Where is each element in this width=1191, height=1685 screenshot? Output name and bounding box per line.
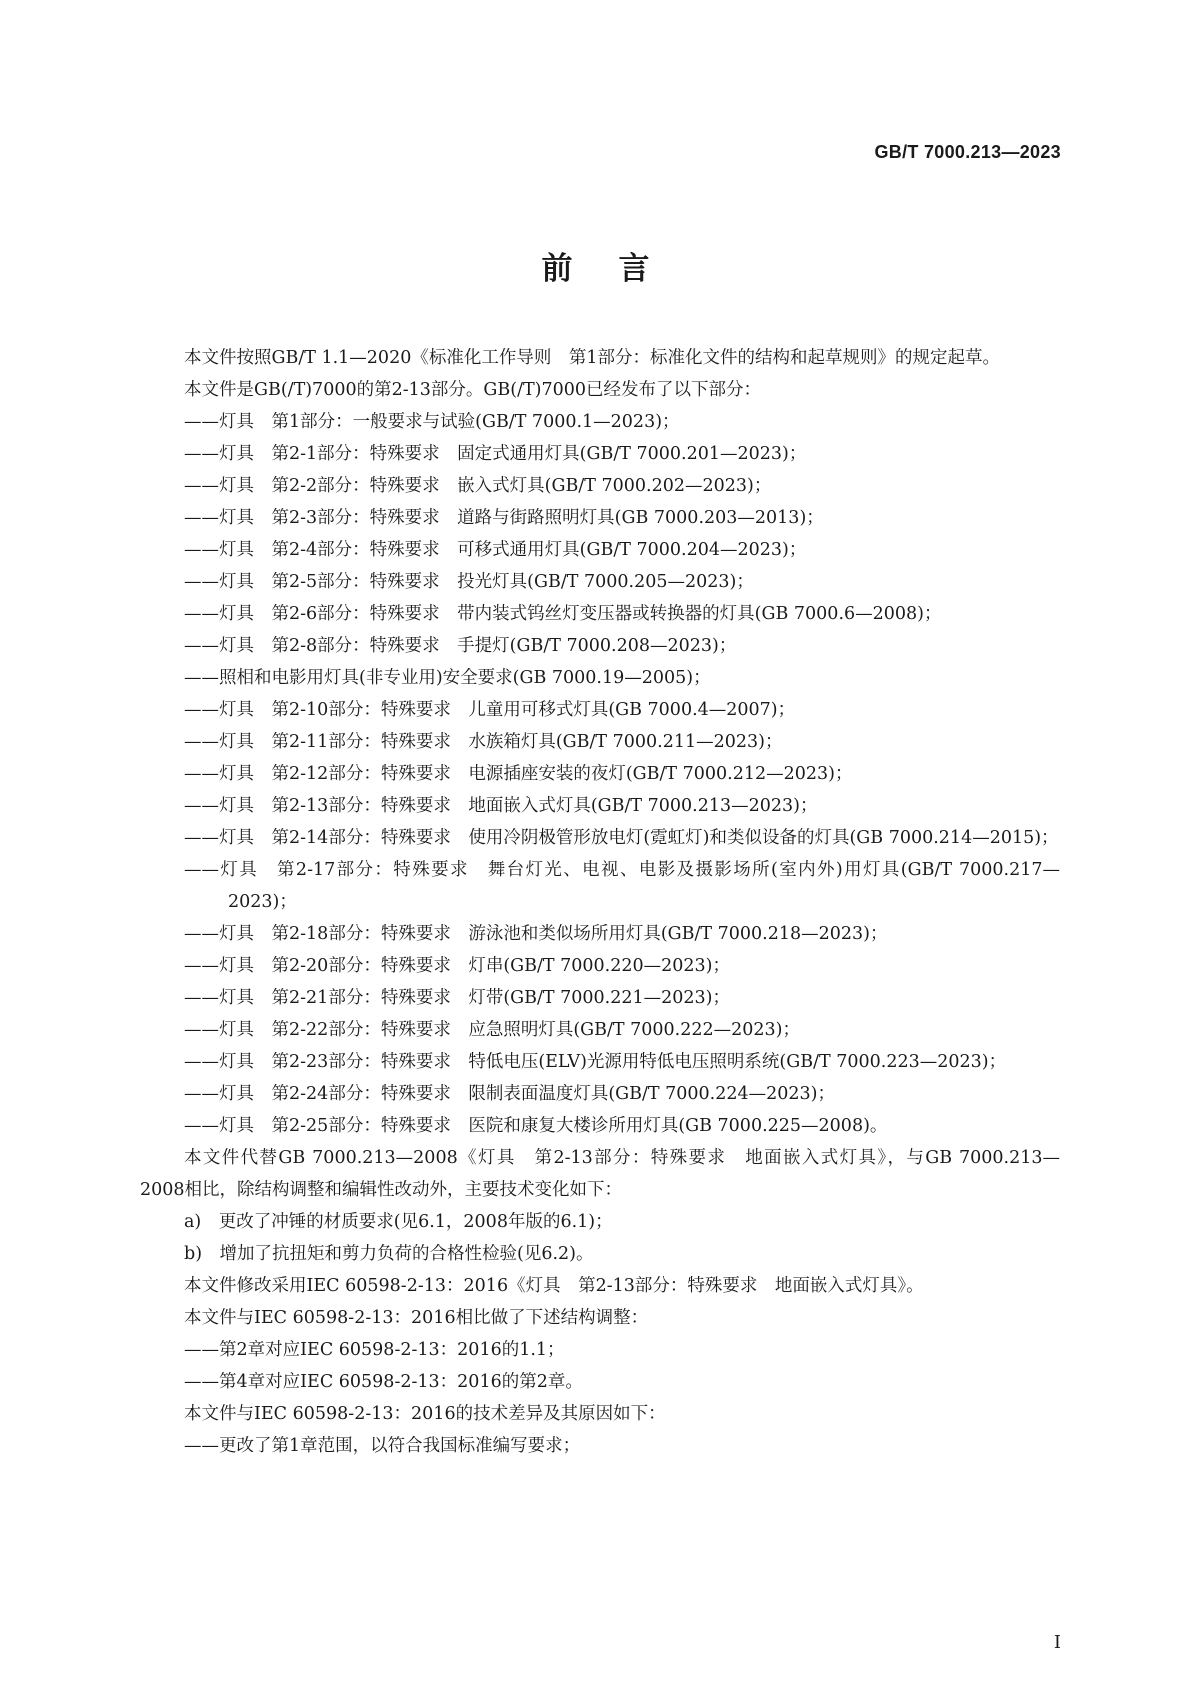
- structure-list: [140, 1334, 1060, 1398]
- page-number: I: [1053, 1632, 1061, 1653]
- list-item: b) 增加了抗扭矩和剪力负荷的合格性检验(见6.2)。: [184, 1244, 594, 1264]
- list-item: ——第2章对应IEC 60598-2-13：2016的1.1；: [184, 1340, 565, 1360]
- document-body: [140, 342, 1060, 1462]
- parts-list: [140, 406, 1060, 1142]
- list-item: ——灯具 第2-10部分：特殊要求 儿童用可移式灯具(GB 7000.4—2007)；: [184, 700, 796, 720]
- list-item: ——更改了第1章范围，以符合我国标准编写要求；: [184, 1436, 581, 1456]
- changes-list: [140, 1206, 1060, 1270]
- list-item: ——灯具 第2-4部分：特殊要求 可移式通用灯具(GB/T 7000.204—2023)；: [184, 540, 807, 560]
- document-code: GB/T 7000.213—2023: [874, 142, 1061, 162]
- list-item: ——灯具 第2-23部分：特殊要求 特低电压(ELV)光源用特低电压照明系统(GB/T 7000.223—2023)；: [184, 1052, 1007, 1072]
- paragraph-differences-intro: 本文件与IEC 60598-2-13：2016的技术差异及其原因如下：: [184, 1404, 666, 1424]
- paragraph-replaces: 本文件代替GB 7000.213—2008《灯具 第2-13部分：特殊要求 地面嵌入式灯具》，与GB 7000.213—2008相比，除结构调整和编辑性改动外，主要技术变化如下：: [140, 1148, 1060, 1200]
- list-item: ——灯具 第2-8部分：特殊要求 手提灯(GB/T 7000.208—2023)；: [184, 636, 737, 656]
- paragraph-structure-intro: 本文件与IEC 60598-2-13：2016相比做了下述结构调整：: [184, 1308, 649, 1328]
- list-item: ——照相和电影用灯具(非专业用)安全要求(GB 7000.19—2005)；: [184, 668, 711, 688]
- page-title: 前言: [541, 251, 696, 287]
- list-item: ——灯具 第2-1部分：特殊要求 固定式通用灯具(GB/T 7000.201—2023)；: [184, 444, 807, 464]
- list-item: ——灯具 第2-12部分：特殊要求 电源插座安装的夜灯(GB/T 7000.212—2023)；: [184, 764, 853, 784]
- list-item: ——灯具 第2-21部分：特殊要求 灯带(GB/T 7000.221—2023)；: [184, 988, 730, 1008]
- list-item: ——灯具 第1部分：一般要求与试验(GB/T 7000.1—2023)；: [184, 412, 680, 432]
- list-item: ——灯具 第2-6部分：特殊要求 带内装式钨丝灯变压器或转换器的灯具(GB 7000.6—2008)；: [184, 604, 942, 624]
- differences-list: [140, 1430, 1060, 1462]
- list-item: ——灯具 第2-13部分：特殊要求 地面嵌入式灯具(GB/T 7000.213—2023)；: [184, 796, 818, 816]
- list-item: ——灯具 第2-5部分：特殊要求 投光灯具(GB/T 7000.205—2023)；: [184, 572, 754, 592]
- list-item: ——灯具 第2-17部分：特殊要求 舞台灯光、电视、电影及摄影场所(室内外)用灯具(GB/T 7000.217—2023)；: [184, 860, 1060, 912]
- list-item: ——灯具 第2-24部分：特殊要求 限制表面温度灯具(GB/T 7000.224—2023)；: [184, 1084, 835, 1104]
- list-item: ——灯具 第2-18部分：特殊要求 游泳池和类似场所用灯具(GB/T 7000.218—2023)；: [184, 924, 888, 944]
- paragraph-drafting-rules: 本文件按照GB/T 1.1—2020《标准化工作导则 第1部分：标准化文件的结构和起草规则》的规定起草。: [184, 348, 1000, 368]
- paragraph-adoption: 本文件修改采用IEC 60598-2-13：2016《灯具 第2-13部分：特殊要求 地面嵌入式灯具》。: [184, 1276, 924, 1296]
- list-item: ——灯具 第2-22部分：特殊要求 应急照明灯具(GB/T 7000.222—2023)；: [184, 1020, 800, 1040]
- list-item: ——灯具 第2-11部分：特殊要求 水族箱灯具(GB/T 7000.211—2023)；: [184, 732, 783, 752]
- paragraph-parts-intro: 本文件是GB(/T)7000的第2-13部分。GB(/T)7000已经发布了以下部分：: [184, 380, 762, 400]
- list-item: ——灯具 第2-3部分：特殊要求 道路与街路照明灯具(GB 7000.203—2013)；: [184, 508, 824, 528]
- list-item: ——第4章对应IEC 60598-2-13：2016的第2章。: [184, 1372, 583, 1392]
- list-item: a) 更改了冲锤的材质要求(见6.1，2008年版的6.1)；: [184, 1212, 613, 1232]
- list-item: ——灯具 第2-20部分：特殊要求 灯串(GB/T 7000.220—2023)；: [184, 956, 730, 976]
- list-item: ——灯具 第2-14部分：特殊要求 使用冷阴极管形放电灯(霓虹灯)和类似设备的灯具(GB 7000.214—2015)；: [184, 828, 1059, 848]
- list-item: ——灯具 第2-2部分：特殊要求 嵌入式灯具(GB/T 7000.202—2023)；: [184, 476, 772, 496]
- list-item: ——灯具 第2-25部分：特殊要求 医院和康复大楼诊所用灯具(GB 7000.225—2008)。: [184, 1116, 888, 1136]
